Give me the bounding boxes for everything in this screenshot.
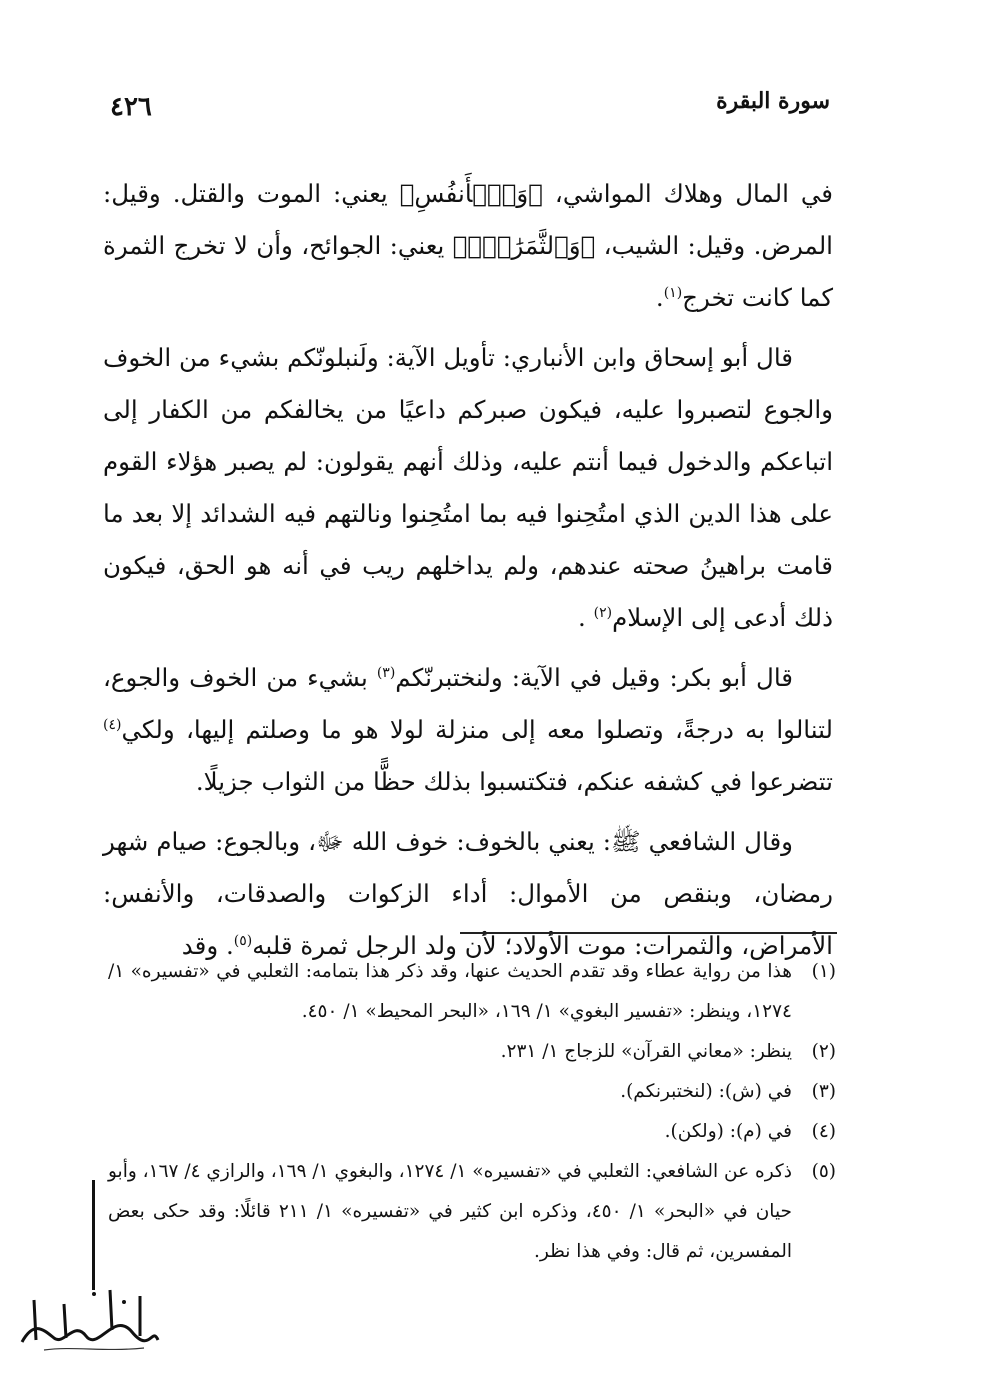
footnote [108,1072,836,1112]
margin-mark [92,1180,95,1290]
footnote-text: ذكره عن الشافعي: الثعلبي في «تفسيره» ١/ ١٢٧٤، والبغوي ١/ ١٦٩، والرازي ٤/ ١٦٧، وأبو حيان في «البحر» ١/ ٤٥٠، وذكره ابن كثير في «تفسيره» ١/ ٢١١ قائلًا: وقد حكى بعض المفسرين، ثم قال: وفي هذا نظر. [108,1161,792,1262]
footnote-text: في (ش): (لنختبرنكم). [620,1081,792,1102]
paragraph [103,652,833,808]
footnote-number: (٤) [811,1121,836,1142]
footnote-number: (٥) [811,1161,836,1182]
footnote-text: في (م): (ولكن). [664,1121,792,1142]
footnote-ref: (٣) [376,664,396,681]
footnote-ref: (٤) [103,716,122,733]
page-number: ٤٢٦ [110,92,152,122]
footnote-number: (٢) [811,1041,836,1062]
paragraph [103,168,833,324]
main-text [103,168,833,980]
surah-title: سورة البقرة [716,88,830,114]
paragraph-text: تتضرعوا في كشفه عنكم، فتكتسبوا بذلك حظًّا من الثواب جزيلًا. [195,767,833,796]
paragraph-text: . وقد [181,931,234,960]
footnote-ref: (١) [663,284,683,301]
footnote-ref: (٢) [593,604,613,621]
footnote-number: (١) [811,961,836,982]
footnotes [108,952,836,1272]
paragraph [103,816,833,972]
paragraph-text: بشيء من الخوف والجوع، لتنالوا به درجةً، وتصلوا معه إلى منزلة لولا هو ما وصلتم إليها، ولكي [103,663,833,744]
paragraph-text: . [578,603,594,632]
paragraph [103,332,833,644]
footnote-text: هذا من رواية عطاء وقد تقدم الحديث عنها، وقد ذكر هذا بتمامه: الثعلبي في «تفسيره» ١/ ١٢٧٤، وينظر: «تفسير البغوي» ١/ ١٦٩، «البحر المحيط» ١/ ٤٥٠. [108,961,792,1022]
page-header [110,88,845,132]
footnote-number: (٣) [811,1081,836,1102]
paragraph-text: . [655,283,664,312]
footnote [108,1112,836,1152]
footnote [108,1152,836,1272]
footnote-ref: (٥) [233,932,253,949]
footnote [108,952,836,1032]
watermark-logo [14,1280,164,1360]
paragraph-text: وقال الشافعي ﷺ: يعني بالخوف: خوف الله ﷻ، وبالجوع: صيام شهر رمضان، وبنقص من الأموال: أداء الزكوات والصدقات، والأنفس: الأمراض، والثمرات: موت الأولاد؛ لأن ولد الرجل ثمرة قلبه [103,827,833,960]
paragraph-text: قال أبو إسحاق وابن الأنباري: تأويل الآية: ولَنبلونّكم بشيء من الخوف والجوع لتصبروا عليه، فيكون صبركم داعيًا من يخالفكم من الكفار إلى اتباعكم والدخول فيما أنتم عليه، وذلك أنهم يقولون: لم يصبر هؤلاء القوم على هذا الدين الذي امتُحِنوا فيه بما امتُحِنوا ونالتهم فيه الشدائد إلا بعد ما قامت براهينُ صحته عندهم، ولم يداخلهم ريب في أنه هو الحق، فيكون ذلك أدعى إلى الإسلام [103,343,833,632]
paragraph-text: قال أبو بكر: وقيل في الآية: ولنختبرنّكم [395,663,793,692]
paragraph-text: في المال وهلاك المواشي، ﴿وَٱلۡأَنفُسِ﴾ يعني: الموت والقتل. وقيل: المرض. وقيل: الشيب، ﴿وَٱلثَّمَرَٰتِۗ﴾ يعني: الجوائح، وأن لا تخرج الثمرة كما كانت تخرج [103,179,833,312]
footnote [108,1032,836,1072]
footnote-text: ينظر: «معاني القرآن» للزجاج ١/ ٢٣١. [500,1041,792,1062]
footnote-divider [460,932,837,934]
